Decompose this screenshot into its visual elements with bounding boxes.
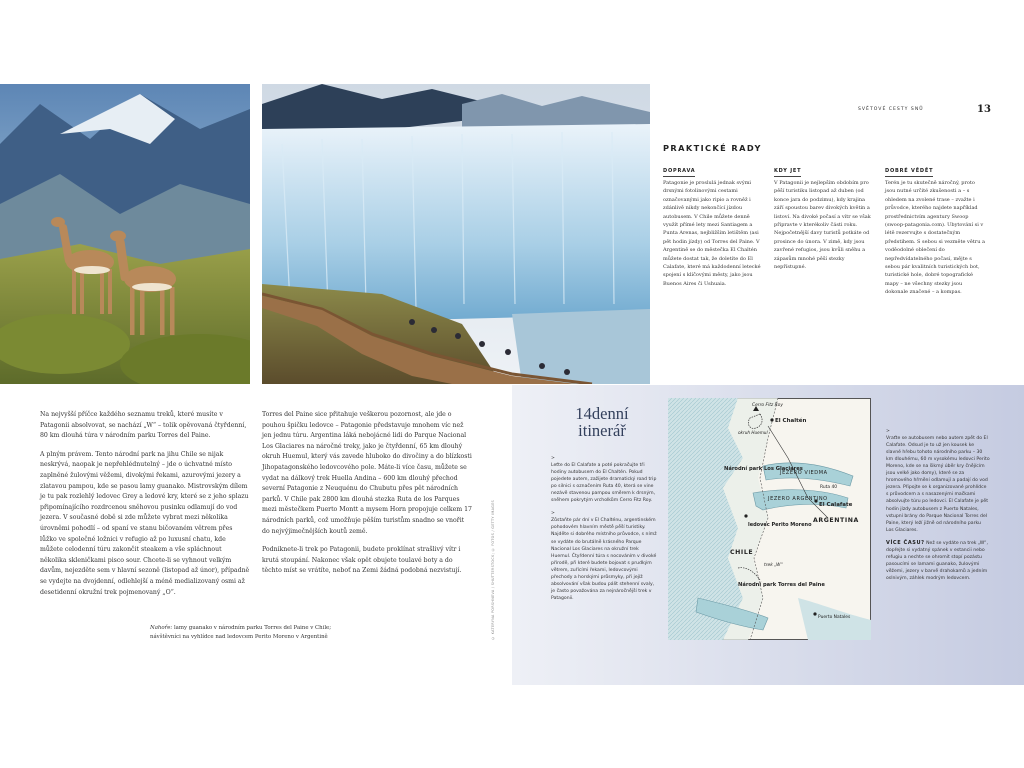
prakticke-title: PRAKTICKÉ RADY [663,143,762,153]
caption-text: lamy guanako v národním parku Torres del Paine v Chile; návštěvníci na vyhlídce nad ledovcem Perito Moreno v Argentině [150,625,332,640]
map-label-glaciares: Národní park Los Glaciares [724,466,803,472]
running-head: SVĚTOVÉ CESTY SNŮ [858,107,924,112]
itinerary-paragraph: Vraťte se autobusem nebo autem zpět do El Calafate. Odsud je to už jen kousek ke slavné hřebu tohoto národního parku – 30 km dlouhému, 60 m vysokému ledovci Perito Moreno, kde se na šikmý úběr kry čnějícím jsou velké jako domy), které se za hromového hřmění odlamují a padají do vod jezera. Připojte se k organizované prohlídce s průvodcem a s nasazenými mačkami absolvujte túru po ledovci. El Calafate je pět hodin jízdy autobusem z Puerto Natales, vstupní brány do Parque Nacional Torres del Paine, který leží jižně od národního parku Los Glaciares. [886,436,990,533]
itinerary-title-line: itinerář [578,421,626,440]
body-paragraph: Podniknete-li trek po Patagonii, budete proklínat strašlivý vítr i krutá stoupání. Nakonec však opět obujete toulavé boty a do těchto míst se vrátíte, neboť na Zemi žádná podobná nezvistují. [262,546,462,575]
rady-heading: DOPRAVA [663,167,695,177]
map-label-calafate: El Calafate [819,502,853,508]
rady-heading: DOBRÉ VĚDĚT [885,167,933,177]
rady-column-dobre-vedet [885,167,985,297]
body-paragraph: A plným právem. Tento národní park na jihu Chile se nijak neskrývá, naopak je nepřehlédnutelný – jde o úchvatné místo zaplněné žulovými věžemi, divokými řekami, azurovými jezery a zlatavou pampou, kde se pasou lamy guanako. Mistrovským dílem je tu pak rozlehlý ledovec Grey a ledové kry, které se z jeho splazu připomínajícího rozdrcenou sněhovou pusinku odlamují do vod jezera. V současné době si zde můžete vybrat mezi několika úrovněmi pohodlí – od spaní ve stanu bičovaném větrem přes lůžko ve společné ložnici v refugio až po luxusní chatu, kde můžete celodenní túru zakončit steakem a vše spláchnout několika skleničkami pisco sour. Chcete-li se vyhnout velkým davům, nejezděte sem v hlavní sezoně (listopad až únor), případně se vydejte na dvojdenní, odlehlejší a méně medializovaný osmi až desetidenní okružní trek pojmenovaný „O“. [40,450,250,596]
glacier-illustration [262,84,650,384]
arrow-marker: > [886,429,890,434]
map-label-moreno: ledovec Perito Moreno [748,522,812,528]
guanaco-illustration [0,84,250,384]
page-number: 13 [977,104,991,115]
rady-column-doprava [663,167,763,288]
patagonia-map [668,398,871,640]
map-label-torres: Národní park Torres del Paine [738,582,825,588]
body-column-2 [262,410,472,585]
body-paragraph: Na nejvyšší příčce každého seznamu treků, které musíte v Patagonii absolvovat, se nachází „W“ – tolik opěvovaná čtyřdenní, 80 km dlouhá túra v národním parku Torres del Paine. [40,411,247,440]
itinerary-paragraph: Leťte do El Calafate a poté pokračujte tři hodiny autobusem do El Chaltén. Pokud pojedete autem, zažijete dramatický road trip po silnici s označením Ruta 40, která se vine nezávě stavenou pampou směrem k drsným, sněhem pokrytým vrcholkům Cerro Fitz Roy. [551,463,657,504]
map-label-chile: CHILE [730,549,754,556]
map-graphic [668,398,871,640]
photo-credit: © KATERYNA PORSHNEVA / SHUTTERSTOCK; © FOTOS / GETTY IMAGES [491,500,495,640]
guanaco-photo [0,84,250,384]
map-label-trek-w: trek „W“ [764,563,783,568]
itinerary-title [547,405,657,439]
map-label-ruta40: Ruta 40 [820,485,838,490]
arrow-marker: > [551,511,555,517]
rady-text: V Patagonii je nejlepším obdobím pro pěší turistiku listopad až duben (od konce jara do podzimu), kdy krajina září spoustou barev divokých květin a listoví. Na divoké počasí a vítr se však připravte v kterékoliv části roku. Nejpočetnější davy turistů potkáte od prosince do února. V zimě, kdy jsou zavřené refugios, jsou kvůli sněhu a zápasům mnohé pěší stezky nepřístupné. [774,179,871,270]
map-label-huemul: okruh Huemul [738,430,768,435]
glacier-photo [262,84,650,384]
body-column-1 [40,410,250,606]
vice-casu-text: Než se vydáte na trek „W“, dopřejte si vydatný spánek v estancii nebo refugiu a nechte se ohromit stopí pozástu pasoucími se lamami guanako, žulovými věžemi, jezery v barvě drahokamů a jedním oslnivým, záhlek modrým ledovcem. [886,540,989,581]
rady-text: Terén je tu skutečně náročný, proto jsou nutné určité zkušenosti a – s ohledem na zvolené trase – zvažte i průvodce, kterého najdete například prostřednictvím agentury Swoop (swoop-patagonia.com). Ubytování si v létě rezervujte s dostatečným předstihem. S sebou si vezměte větru a voděodolné oblečení do nepředvídatelného počasí, mějte s sebou pár kvalitních turistických bot, turistické hole, dobré topografické mapy – ne všechny stezky jsou dokonale značené – a kompas. [885,179,985,296]
map-label-viedma: JEZERO VIEDMA [780,470,828,476]
map-label-chalten: El Chaltén [775,418,807,424]
itinerary-paragraph: Zůstaňte pár dní v El Chalténu, argentinském pohodovém hlavním městě pěší turistiky. Najděte si dobrého místního průvodce, s nímž se vydáte do brutálně krásného Parque Nacional Los Glaciares na okružní trek Huemul. Čtyřdenní túra s nocováním v divoké přírodě, při které budete bojovat s prudkým větrem, zuřícími řekami, ledovcovými přechody a horskými průsmyky, při jejíž absolvování však budou pálit stehenní svaly, je často považována za nejnáročnější trek v Patagonii. [551,518,657,601]
rady-text: Patagonie je proslulá jednak svými drsnými fotolinovými cestami označovanými jako ripio a rovněž i zdánlivě nikdy nekončící jízdou autobusem. V Chile můžete denně využít přímé lety mezi Santiagem a Punta Arenas, nejbližším letištěm (asi pět hodin jízdy) od Torres del Paine. V Argentině se do městečka El Chaltén můžete dostat tak, že doletíte do El Calafate, které má každodenní letecké spojení s klíčovými městy, jako jsou Buenos Aires či Ushuaia. [663,179,761,287]
itinerary-title-line: 14denní [575,404,629,423]
itinerary-right-text [886,428,990,588]
rady-heading: KDY JET [774,167,801,177]
vice-casu-heading: VÍCE ČASU? [886,539,925,546]
arrow-marker: > [551,456,555,461]
photo-caption [150,624,360,641]
itinerary-left-text [551,455,657,608]
map-label-argentina: ARGENTINA [813,517,859,524]
vice-casu [886,540,990,582]
map-label-natales: Puerto Natales [818,615,851,620]
body-paragraph: Torres del Paine sice přitahuje veškerou pozornost, ale jde o pouhou špičku ledovce – Patagonie představuje mnohem víc než jen jednu túru. Argentina láká nebojácné lidi do Parque Nacional Los Glaciares na náročné treky, jako je čtyřdenní, 65 km dlouhý okruh Huemul, který vás zavede hluboko do divočiny a do blízkosti Jihopatagonského ledovcového pole. Máte-li více času, můžete se vydat na dálkový trek Huella Andina – 600 km dlouhý přechod severní Patagonie z Neuquénu do Chubutu přes pět národních parků. V Chile pak 2800 km dlouhá stezka Ruta de los Parques mezi městečkem Puerto Montt a mysem Horn propojuje celkem 17 národních parků, což umožňuje pěším turistům snadno se vnořit do nejvýjimečnějších koutů země. [262,411,472,535]
map-label-argentino: JEZERO ARGENTINO [768,496,828,502]
rady-column-kdy-jet [774,167,874,271]
caption-lead: Nahoře: [150,625,173,631]
map-label-fitz-roy: Cerro Fitz Roy [752,403,783,408]
